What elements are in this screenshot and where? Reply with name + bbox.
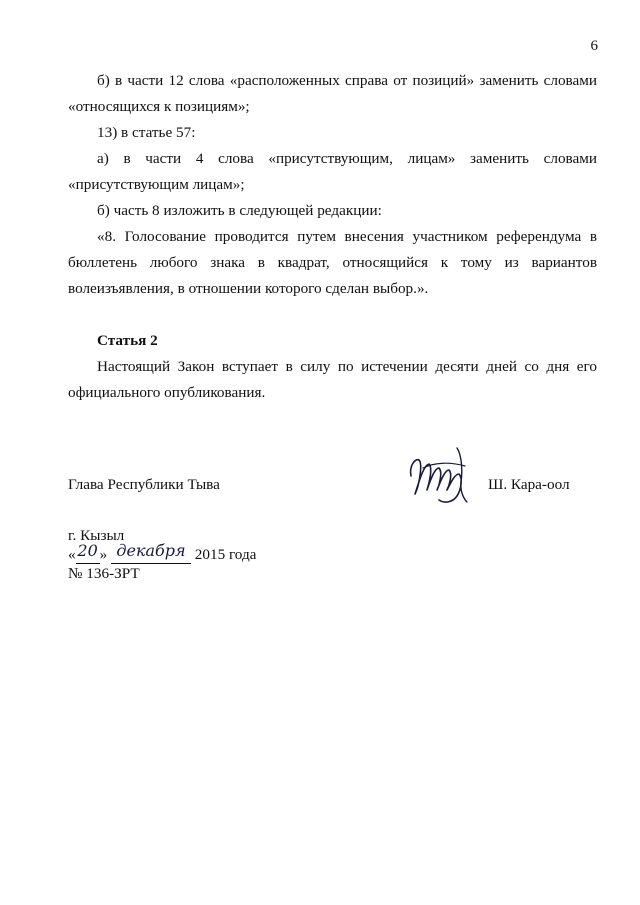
signing-date xyxy=(68,541,257,564)
article-text: Настоящий Закон вступает в силу по истечении десяти дней со дня его официального опубликования. xyxy=(68,358,597,401)
paragraph-a-part-4: а) в части 4 слова «присутствующим, лицам» заменить словами «присутствующим лицам»; xyxy=(68,150,597,193)
date-day-field xyxy=(76,541,100,564)
article-heading: Статья 2 xyxy=(97,332,158,349)
page-number: 6 xyxy=(590,38,598,54)
date-year: 2015 года xyxy=(194,546,257,563)
signing-details xyxy=(68,526,256,583)
date-month: декабря xyxy=(116,541,186,560)
date-month-field xyxy=(111,541,191,564)
paragraph-13-article-57: 13) в статье 57: xyxy=(97,124,196,141)
date-open-quote: « xyxy=(68,546,76,563)
handwritten-signature xyxy=(405,438,473,508)
document-body xyxy=(68,68,597,406)
signatory-name: Ш. Кара-оол xyxy=(488,476,570,493)
paragraph-quoted-part-8: «8. Голосование проводится путем внесения участником референдума в бюллетень любого знака в квадрат, относящийся к тому из вариантов волеизъявления, в отношении которого сделан выбор.». xyxy=(68,228,597,297)
date-close-quote: » xyxy=(99,546,108,563)
signatory-title: Глава Республики Тыва xyxy=(68,476,220,493)
date-day: 20 xyxy=(77,541,98,560)
paragraph-b-part-8: б) часть 8 изложить в следующей редакции: xyxy=(97,202,382,219)
paragraph-b-part-12: б) в части 12 слова «расположенных справа от позиций» заменить словами «относящихся к позициям»; xyxy=(68,72,597,115)
signing-place: г. Кызыл xyxy=(68,527,125,544)
law-number: № 136-ЗРТ xyxy=(68,565,140,582)
